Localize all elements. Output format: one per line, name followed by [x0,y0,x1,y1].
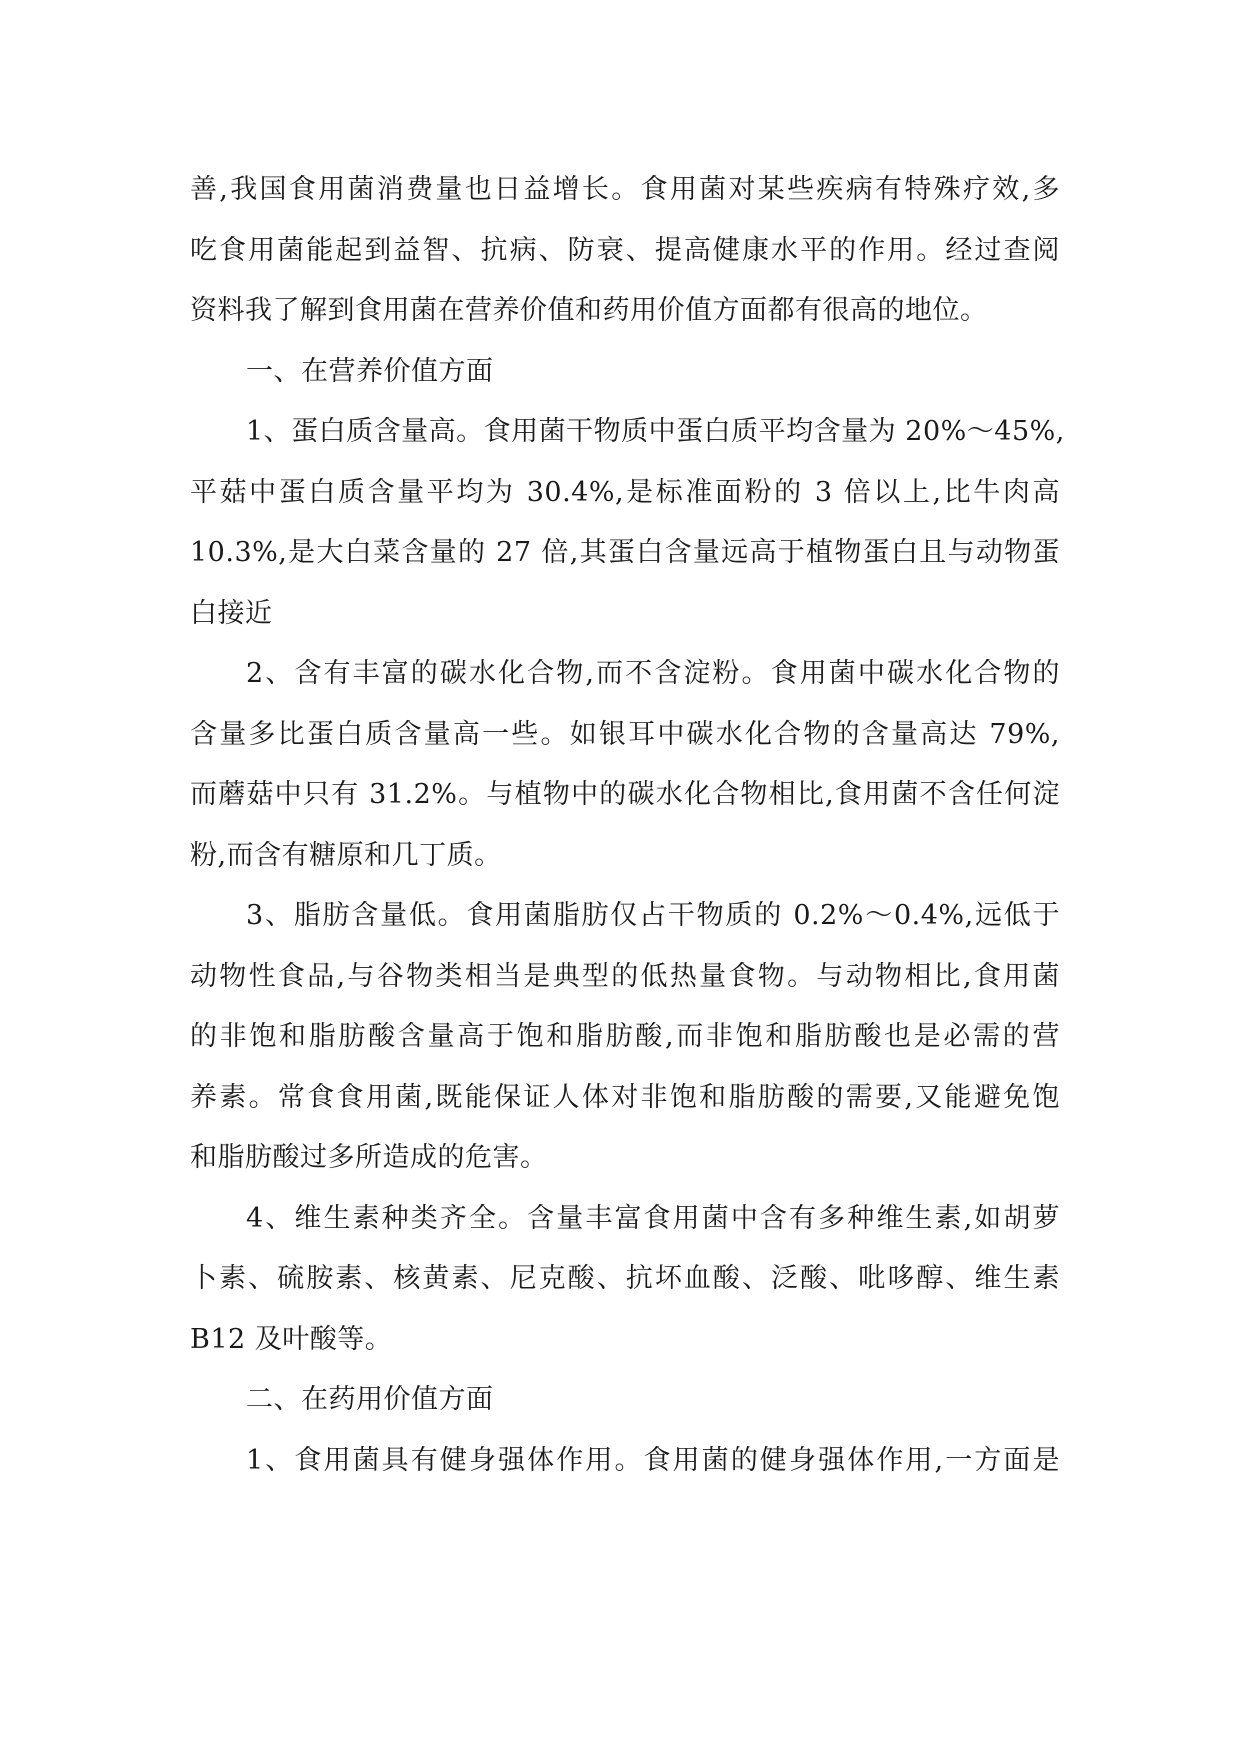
text-line: 10.3%,是大白菜含量的 27 倍,其蛋白含量远高于植物蛋白且与动物蛋 [190,537,1060,568]
text-line: 1、蛋白质含量高。食用菌干物质中蛋白质平均含量为 20%～45%, [246,416,1065,447]
text-line: 养素。常食食用菌,既能保证人体对非饱和脂肪酸的需要,又能避免饱 [190,1081,1060,1113]
text-line: 白接近 [190,597,273,629]
text-line: 善,我国食用菌消费量也日益增长。食用菌对某些疾病有特殊疗效,多 [190,174,1060,205]
text-line: 3、脂肪含量低。食用菌脂肪仅占干物质的 0.2%～0.4%,远低于 [246,900,1060,931]
text-line: 4、维生素种类齐全。含量丰富食用菌中含有多种维生素,如胡萝 [246,1202,1060,1234]
heading-text: 一、在营养价值方面 [246,355,494,387]
text-line: 吃食用菌能起到益智、抗病、防衰、提高健康水平的作用。经过查阅 [190,234,1060,266]
text-line: 动物性食品,与谷物类相当是典型的低热量食物。与动物相比,食用菌 [190,960,1060,992]
section-heading [190,342,1060,403]
section-heading [190,1370,1060,1431]
paragraph [190,886,1060,1189]
text-line: 的非饱和脂肪酸含量高于饱和脂肪酸,而非饱和脂肪酸也是必需的营 [190,1021,1060,1052]
paragraph [190,1431,1060,1492]
text-line: B12 及叶酸等。 [190,1323,393,1355]
text-line: 粉,而含有糖原和几丁质。 [190,839,502,871]
text-line: 卜素、硫胺素、核黄素、尼克酸、抗坏血酸、泛酸、吡哆醇、维生素 [190,1263,1060,1294]
text-line: 2、含有丰富的碳水化合物,而不含淀粉。食用菌中碳水化合物的 [246,658,1060,689]
document-body [190,160,1065,1491]
paragraph [190,1189,1060,1371]
text-line: 资料我了解到食用菌在营养价值和药用价值方面都有很高的地位。 [190,295,988,326]
paragraph [190,160,1060,342]
text-line: 而蘑菇中只有 31.2%。与植物中的碳水化合物相比,食用菌不含任何淀 [190,779,1060,810]
paragraph [190,402,1065,644]
text-line: 和脂肪酸过多所造成的危害。 [190,1142,548,1173]
heading-text: 二、在药用价值方面 [246,1384,494,1415]
text-line: 含量多比蛋白质含量高一些。如银耳中碳水化合物的含量高达 79%, [190,718,1060,750]
text-line: 平菇中蛋白质含量平均为 30.4%,是标准面粉的 3 倍以上,比牛肉高 [190,476,1060,508]
text-line: 1、食用菌具有健身强体作用。食用菌的健身强体作用,一方面是 [246,1444,1060,1476]
paragraph [190,644,1060,886]
